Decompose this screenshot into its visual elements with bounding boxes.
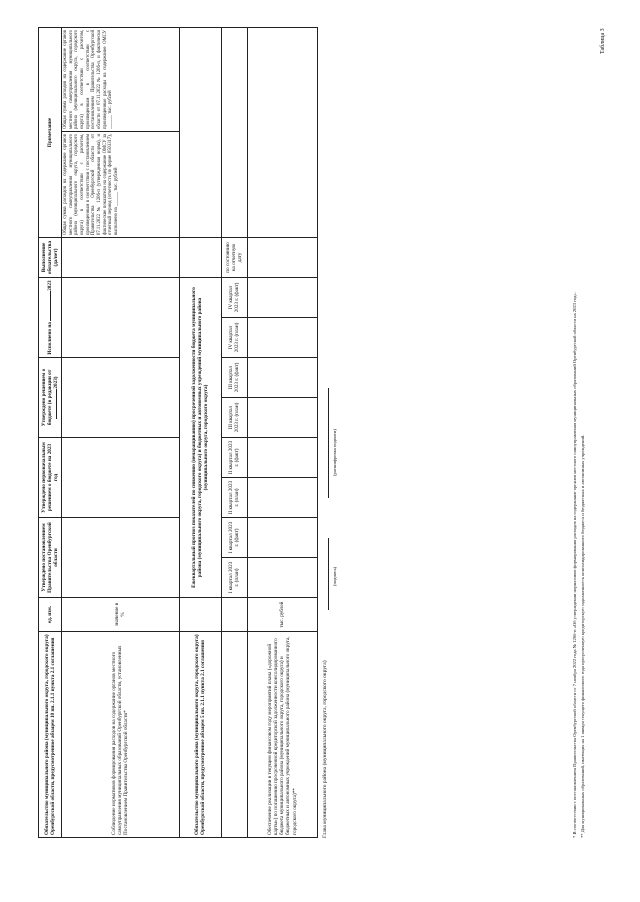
empty-cell (247, 318, 317, 358)
footnote-2: ** Для муниципальных образований, имеющих на 1 января текущего финансового года просроченную кредиторскую задолженность консолидированного бюджета и бюджетных и автономных учреждений. (580, 434, 585, 838)
table-row (247, 27, 317, 837)
footnote-1: * В соответствии с постановлением Правительства Оренбургской области от 7 ноября 2022 года № 1206-п «Об утверждении нормативов формирования расходов на содержание органов местного самоуправления муниципальных образований Оренбургской области на 2023 год». (572, 292, 577, 838)
quarters-row (221, 27, 247, 837)
quarter-q1-fact: I квартал 2023 г. (факт) (221, 518, 247, 558)
empty-cell (61, 438, 179, 518)
empty-cell (179, 238, 221, 278)
quarter-q3-fact: III квартал 2023 г. (факт) (221, 358, 247, 398)
empty-cell (221, 27, 247, 237)
empty-cell (179, 598, 221, 632)
header-executed (39, 278, 62, 358)
row2-indicator: Обязательство муниципального района (муниципального округа, городского округа) Оренбургской области, предусмотренное абзацем 5 пп. 2.1.1 пункта 2.1 соглашения (179, 632, 221, 838)
empty-cell (247, 478, 317, 518)
header-approved-gov: Утверждено постановлением Правительства Оренбургской области (39, 518, 62, 598)
empty-cell (247, 438, 317, 478)
empty-cell (247, 518, 317, 558)
signature-caption: (подпись) (332, 566, 337, 586)
name-caption: (расшифровка подписи) (332, 429, 337, 476)
row1-note-a: Общая сумма расходов на содержание органов местного самоуправления муниципального района (муниципального округа, городского округа) в соответствии с расчетом, произведенным в соответствии с постановлением Правительства Оренбургской области от 07.11.2022 № 1206-п (утвержденная норма), и фактические показатели на содержание ОМСУ за отчетный период (отчетность по форме 0503317), выполнено на ______ тыс. рублей (61, 132, 179, 238)
table-row (61, 27, 179, 837)
row1-indicator: Соблюдение нормативов формирования расходов на содержание органов местного самоуправления муниципальных образований Оренбургской области, установленных Постановлением Правительства Оренбургской области* (61, 632, 179, 838)
executed-prefix: Исполнено на (46, 322, 53, 355)
row1-note-b: Общая сумма расходов на содержание органов местного самоуправления муниципального района (муниципального округа, городского округа) в соответствии с расчетом, произведенным в соответствии с постановлением Правительства Оренбургской области от 07.11.2022 № 1206-п, и фактически произведенные расходы на содержание ОМСУ ______ тыс. рублей (61, 27, 179, 131)
decision-suffix: 2023) (52, 376, 59, 389)
quarter-q4-fact: IV квартал 2023 г. (факт) (221, 278, 247, 318)
empty-cell (247, 27, 317, 237)
header-unit: ед. изм. (39, 598, 62, 632)
empty-cell (247, 398, 317, 438)
empty-cell (61, 518, 179, 598)
header-indicator: Обязательство муниципального района (муниципального округа, городского округа) Оренбургской области, предусмотренное абзацем 10 пп. 2.1.1 пункта 2.1 соглашения (39, 632, 62, 838)
empty-cell (61, 358, 179, 438)
header-row (39, 27, 62, 837)
executed-suffix: 2023 (46, 280, 53, 291)
status-date: по состоянию на отчетную дату (221, 238, 247, 278)
date-blank (50, 291, 51, 321)
empty-cell (179, 27, 221, 237)
quarter-q2-fact: II квартал 2023 г. (факт) (221, 438, 247, 478)
header-approved-budget: Утверждено первоначальным решением о бюджете на 2023 год (39, 438, 62, 518)
empty-cell (61, 238, 179, 278)
row1-unit: значение в % (61, 598, 179, 632)
name-line (328, 388, 329, 498)
signature-block (322, 138, 337, 838)
obligations-table (38, 27, 318, 838)
decision-prefix: Утверждено решением о бюджете (в редакции от (40, 368, 53, 427)
row3-unit: тыс. рублей (247, 598, 317, 632)
empty-cell (247, 278, 317, 318)
empty-cell (247, 358, 317, 398)
empty-cell (221, 632, 247, 838)
header-note: Примечание (39, 27, 62, 237)
empty-cell (61, 278, 179, 358)
table-row (179, 27, 221, 837)
quarter-q3-plan: III квартал 2023 г. (план) (221, 398, 247, 438)
header-approved-decision (39, 358, 62, 438)
empty-cell (247, 558, 317, 598)
row2-merged: Ежеквартальный прогноз показателей по снижению (ненаращиванию) просроченной задолженности бюджета муниципального района (муниципального округа, городского округа) и бюджетных и автономных учреждений муниципального района (муниципального округа, городского округа) (179, 278, 221, 598)
quarter-q2-plan: II квартал 2023 г. (план) (221, 478, 247, 518)
row3-indicator: Обеспечение реализации в текущем финансовом году мероприятий плана («дорожной карты») по погашению просроченной кредиторской задолженности консолидированного бюджета муниципального района (муниципального округа, городского округа) и бюджетных и автономных учреждений муниципального района (муниципального округа, городского округа)** (247, 632, 317, 838)
signature-title: Глава муниципального района (муниципального округа, городского округа) (322, 660, 328, 838)
signature-line (328, 538, 329, 610)
header-fulfilled: Выполнение обязательства (да/нет) (39, 238, 62, 278)
table-label: Таблица 3 (600, 28, 606, 54)
quarter-q4-plan: IV квартал 2023 г. (план) (221, 318, 247, 358)
quarter-q1-plan: I квартал 2023 г. (план) (221, 558, 247, 598)
empty-cell (247, 238, 317, 278)
date-blank (56, 389, 57, 419)
